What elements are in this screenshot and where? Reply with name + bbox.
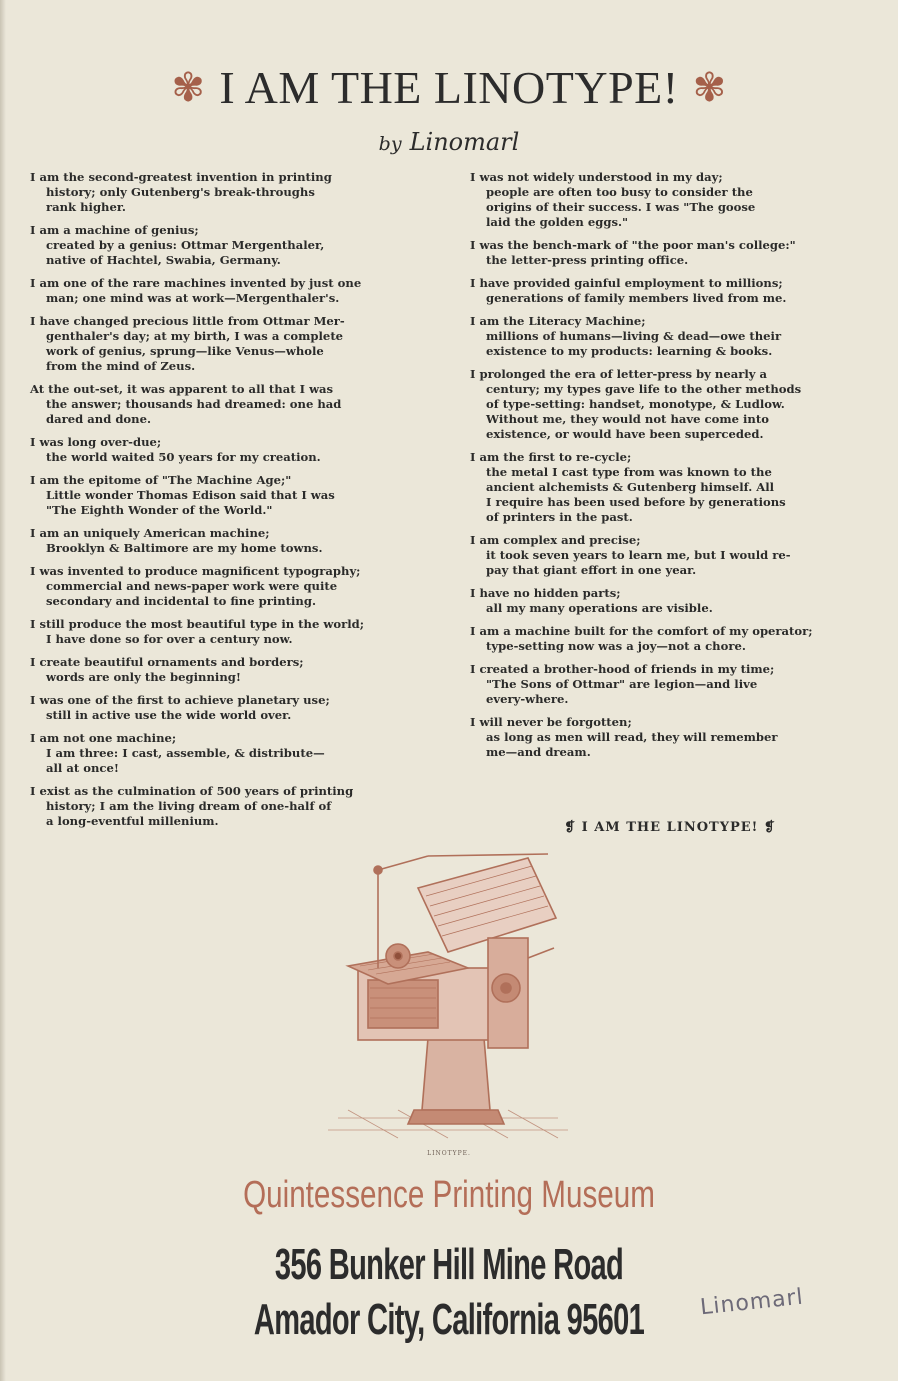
stanza-line: the letter-press printing office. bbox=[486, 253, 689, 267]
stanza-lead-line: I am the second-greatest invention in printing bbox=[30, 170, 332, 184]
stanza-lead-line: I was one of the first to achieve planetary use; bbox=[30, 693, 330, 707]
stanza bbox=[470, 367, 870, 442]
stanza bbox=[30, 170, 425, 215]
stanza-lead-line: I created a brother-hood of friends in my time; bbox=[470, 662, 775, 676]
stanza bbox=[30, 526, 425, 556]
stanza-lead-line: I am not one machine; bbox=[30, 731, 177, 745]
stanza bbox=[30, 617, 425, 647]
stanza-lead-line: I was not widely understood in my day; bbox=[470, 170, 723, 184]
stanza-line: secondary and incidental to fine printing. bbox=[46, 594, 317, 608]
stanza-line: I am three: I cast, assemble, & distribute— bbox=[46, 746, 325, 760]
stanza bbox=[30, 382, 425, 427]
stanza-line: created by a genius: Ottmar Mergenthaler, bbox=[46, 238, 325, 252]
right-column bbox=[470, 170, 870, 768]
illustration-caption: LINOTYPE. bbox=[427, 1150, 471, 1157]
stanza-lead-line: I was long over-due; bbox=[30, 435, 162, 449]
stanza-line: existence to my products: learning & books. bbox=[486, 344, 773, 358]
stanza-line: man; one mind was at work—Mergenthaler's. bbox=[46, 291, 340, 305]
stanza-lead-line: I still produce the most beautiful type in the world; bbox=[30, 617, 364, 631]
stanza-lead-line: I was the bench-mark of "the poor man's college:" bbox=[470, 238, 796, 252]
stanza-line: from the mind of Zeus. bbox=[46, 359, 196, 373]
stanza-line: I require has been used before by generations bbox=[486, 495, 786, 509]
stanza bbox=[30, 693, 425, 723]
stanza-lead-line: I am complex and precise; bbox=[470, 533, 641, 547]
stanza-line: century; my types gave life to the other methods bbox=[486, 382, 802, 396]
stanza bbox=[470, 170, 870, 230]
stanza-line: genthaler's day; at my birth, I was a complete bbox=[46, 329, 344, 343]
stanza-line: "The Eighth Wonder of the World." bbox=[46, 503, 273, 517]
stanza bbox=[470, 715, 870, 760]
stanza-line: every-where. bbox=[486, 692, 569, 706]
stanza-line: Brooklyn & Baltimore are my home towns. bbox=[46, 541, 323, 555]
stanza-lead-line: At the out-set, it was apparent to all that I was bbox=[30, 382, 334, 396]
page-title bbox=[0, 60, 898, 120]
stanza-line: Without me, they would not have come into bbox=[486, 412, 769, 426]
stanza-lead-line: I am one of the rare machines invented by just one bbox=[30, 276, 362, 290]
stanza-line: "The Sons of Ottmar" are legion—and live bbox=[486, 677, 758, 691]
stanza-line: rank higher. bbox=[46, 200, 126, 214]
stanza bbox=[470, 314, 870, 359]
stanza-line: all at once! bbox=[46, 761, 119, 775]
stanza-line: the metal I cast type from was known to the bbox=[486, 465, 772, 479]
stanza-lead-line: I prolonged the era of letter-press by nearly a bbox=[470, 367, 768, 381]
stanza bbox=[470, 276, 870, 306]
stanza-line: still in active use the wide world over. bbox=[46, 708, 292, 722]
left-column bbox=[30, 170, 425, 837]
stanza-lead-line: I am the Literacy Machine; bbox=[470, 314, 646, 328]
ornament-left-icon: ✾ bbox=[171, 65, 206, 111]
stanza bbox=[470, 450, 870, 525]
stanza-lead-line: I am an uniquely American machine; bbox=[30, 526, 270, 540]
stanza-lead-line: I am a machine built for the comfort of my operator; bbox=[470, 624, 813, 638]
stanza-line: it took seven years to learn me, but I would re- bbox=[486, 548, 791, 562]
address-line-1: 356 Bunker Hill Mine Road bbox=[274, 1240, 624, 1289]
handwritten-signature: Linomarl bbox=[698, 1284, 805, 1321]
stanza-line: existence, or would have been superceded. bbox=[486, 427, 764, 441]
stanza bbox=[470, 586, 870, 616]
stanza-lead-line: I exist as the culmination of 500 years of printing bbox=[30, 784, 354, 798]
page-edge bbox=[0, 0, 6, 1381]
linotype-machine-illustration bbox=[318, 848, 580, 1148]
stanza-lead-line: I am the epitome of "The Machine Age;" bbox=[30, 473, 292, 487]
stanza-line: me—and dream. bbox=[486, 745, 591, 759]
stanza-line: I have done so for over a century now. bbox=[46, 632, 293, 646]
stanza-line: type-setting now was a joy—not a chore. bbox=[486, 639, 746, 653]
stanza-line: native of Hachtel, Swabia, Germany. bbox=[46, 253, 281, 267]
stanza-line: words are only the beginning! bbox=[46, 670, 241, 684]
byline bbox=[0, 128, 898, 156]
stanza-line: origins of their success. I was "The goose bbox=[486, 200, 756, 214]
stanza-lead-line: I was invented to produce magnificent typography; bbox=[30, 564, 361, 578]
stanza bbox=[30, 731, 425, 776]
stanza bbox=[470, 662, 870, 707]
stanza bbox=[30, 564, 425, 609]
stanza-lead-line: I have no hidden parts; bbox=[470, 586, 621, 600]
byline-author: Linomarl bbox=[409, 128, 520, 156]
stanza-line: ancient alchemists & Gutenberg himself. All bbox=[486, 480, 775, 494]
ornament-right-icon: ✾ bbox=[692, 65, 727, 111]
stanza-line: of printers in the past. bbox=[486, 510, 633, 524]
stanza bbox=[30, 276, 425, 306]
stanza bbox=[470, 624, 870, 654]
stanza-lead-line: I will never be forgotten; bbox=[470, 715, 632, 729]
museum-name: Quintessence Printing Museum bbox=[243, 1174, 655, 1216]
stanza-lead-line: I have changed precious little from Ottmar Mer- bbox=[30, 314, 345, 328]
stanza-line: generations of family members lived from me. bbox=[486, 291, 787, 305]
stanza bbox=[30, 435, 425, 465]
stanza-lead-line: I am the first to re-cycle; bbox=[470, 450, 632, 464]
title-text: I AM THE LINOTYPE! bbox=[219, 62, 679, 113]
stanza-line: a long-eventful millenium. bbox=[46, 814, 219, 828]
stanza-line: people are often too busy to consider the bbox=[486, 185, 753, 199]
stanza-line: work of genius, sprung—like Venus—whole bbox=[46, 344, 324, 358]
byline-by: by bbox=[378, 133, 402, 155]
stanza-lead-line: I create beautiful ornaments and borders; bbox=[30, 655, 304, 669]
stanza-line: as long as men will read, they will remember bbox=[486, 730, 778, 744]
stanza-line: history; I am the living dream of one-half of bbox=[46, 799, 332, 813]
stanza-lead-line: I am a machine of genius; bbox=[30, 223, 199, 237]
stanza bbox=[470, 533, 870, 578]
stanza-line: the answer; thousands had dreamed: one had bbox=[46, 397, 342, 411]
stanza-line: of type-setting: handset, monotype, & Ludlow. bbox=[486, 397, 785, 411]
closing-line: ❡ I AM THE LINOTYPE! ❡ bbox=[564, 820, 776, 835]
stanza-line: pay that giant effort in one year. bbox=[486, 563, 697, 577]
stanza-line: commercial and news-paper work were quite bbox=[46, 579, 338, 593]
stanza bbox=[470, 238, 870, 268]
stanza bbox=[30, 314, 425, 374]
stanza-line: the world waited 50 years for my creation. bbox=[46, 450, 321, 464]
stanza bbox=[30, 223, 425, 268]
stanza-lead-line: I have provided gainful employment to millions; bbox=[470, 276, 783, 290]
stanza-line: history; only Gutenberg's break-throughs bbox=[46, 185, 315, 199]
stanza bbox=[30, 473, 425, 518]
stanza bbox=[30, 784, 425, 829]
stanza-line: laid the golden eggs." bbox=[486, 215, 629, 229]
stanza-line: dared and done. bbox=[46, 412, 152, 426]
stanza-line: millions of humans—living & dead—owe their bbox=[486, 329, 782, 343]
stanza bbox=[30, 655, 425, 685]
stanza-line: Little wonder Thomas Edison said that I was bbox=[46, 488, 335, 502]
address-line-2: Amador City, California 95601 bbox=[253, 1295, 645, 1344]
stanza-line: all my many operations are visible. bbox=[486, 601, 713, 615]
